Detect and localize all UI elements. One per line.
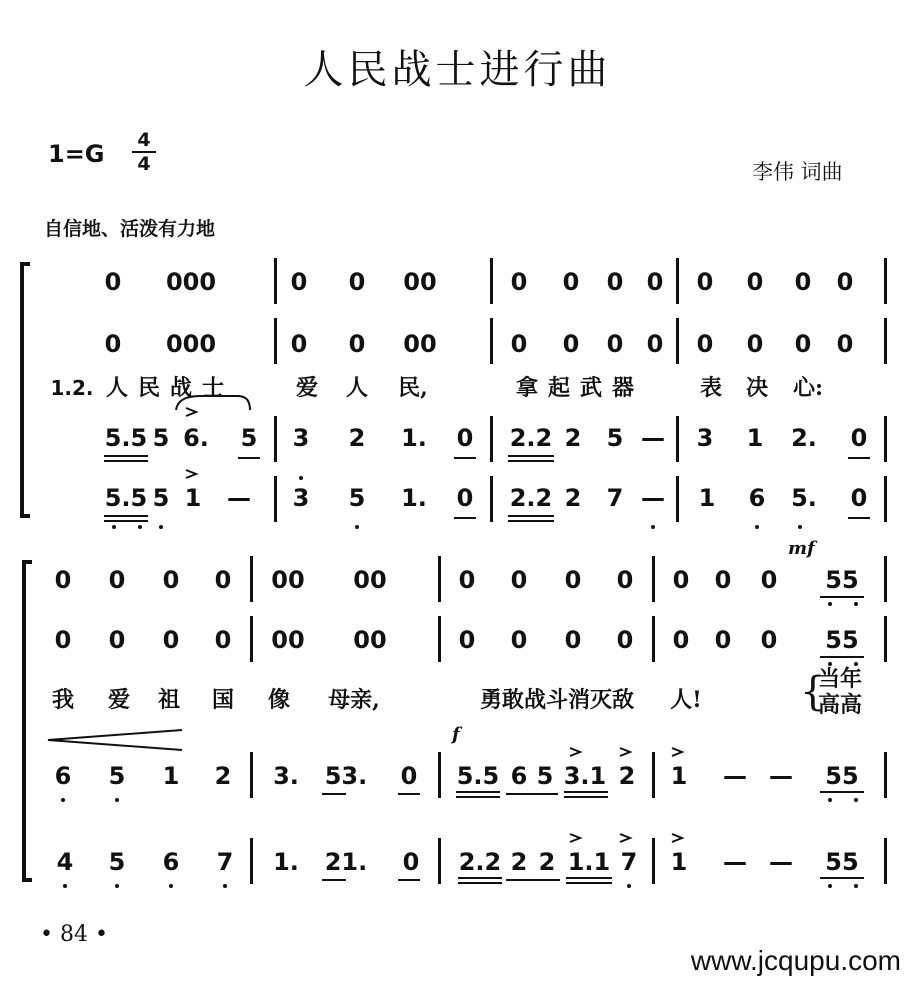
note: 21.	[324, 848, 368, 876]
note: 3	[696, 424, 714, 452]
note: 0	[510, 268, 528, 296]
dynamic-mf: mf	[788, 538, 815, 559]
note: 2	[214, 762, 232, 790]
note: 0	[850, 424, 868, 452]
note: 0	[456, 484, 474, 512]
note: 5	[606, 424, 624, 452]
note: 5	[536, 762, 554, 790]
alt-lyrics-brace: {	[800, 669, 826, 715]
note: 0	[104, 330, 122, 358]
dynamic-f: f	[452, 724, 460, 745]
note: 0	[564, 626, 582, 654]
lyric-syllable: 拿	[515, 375, 538, 401]
lyric-syllable: 器	[611, 375, 634, 401]
note: 0	[714, 566, 732, 594]
note: 2	[510, 848, 528, 876]
note: 1.	[273, 848, 299, 876]
note: 0	[794, 330, 812, 358]
lyric-syllable: 起	[547, 375, 570, 401]
note: 1.1	[567, 848, 611, 876]
note: 0	[760, 566, 778, 594]
note: 7	[606, 484, 624, 512]
note: 0	[562, 330, 580, 358]
note: 0	[746, 268, 764, 296]
key-signature: 1=G	[48, 140, 105, 168]
note: 0	[746, 330, 764, 358]
verse-number: 1.2.	[50, 376, 94, 400]
note: 0	[458, 626, 476, 654]
alt-lyric-line: 高高	[818, 692, 863, 718]
note: —	[769, 848, 793, 876]
note: 0	[850, 484, 868, 512]
lyric-syllable: 人	[105, 375, 128, 401]
note: 2	[564, 424, 582, 452]
note: 55	[825, 762, 859, 790]
note: 6	[162, 848, 180, 876]
note: 5	[108, 762, 126, 790]
note: 00	[271, 566, 305, 594]
note: 0	[456, 424, 474, 452]
note: 0	[510, 330, 528, 358]
note: 1.	[401, 484, 427, 512]
note: 0	[760, 626, 778, 654]
note: —	[227, 484, 251, 512]
song-title: 人民战士进行曲	[303, 47, 612, 93]
note: 0	[510, 566, 528, 594]
note: 0	[104, 268, 122, 296]
note: 1	[670, 762, 688, 790]
note: 0	[646, 268, 664, 296]
note: 3	[292, 484, 310, 512]
note: 0	[606, 268, 624, 296]
note: 7	[216, 848, 234, 876]
note: 0	[616, 626, 634, 654]
note: 0	[348, 330, 366, 358]
lyric-syllable: 我	[51, 687, 74, 713]
note: 0	[162, 566, 180, 594]
note: 00	[353, 566, 387, 594]
note: 0	[290, 330, 308, 358]
note: 6.	[183, 424, 209, 452]
lyric-syllable: 勇敢战斗消灭敌	[479, 687, 634, 713]
note: 0	[510, 626, 528, 654]
note: 0	[564, 566, 582, 594]
note: 53.	[324, 762, 368, 790]
lyric-syllable: 民,	[398, 375, 428, 401]
lyric-syllable: 战	[169, 375, 192, 401]
note: 0	[214, 566, 232, 594]
note: 1	[670, 848, 688, 876]
note: 0	[696, 268, 714, 296]
lyric-syllable: 母亲,	[328, 687, 380, 713]
note: —	[723, 848, 747, 876]
note: 0	[794, 268, 812, 296]
note: 2.2	[509, 484, 553, 512]
tempo-marking: 自信地、活泼有力地	[44, 218, 216, 240]
note: 1	[162, 762, 180, 790]
note: 0	[348, 268, 366, 296]
note: 1.	[401, 424, 427, 452]
page-number: • 84 •	[40, 922, 108, 947]
note: 6	[748, 484, 766, 512]
note: 0	[458, 566, 476, 594]
lyric-syllable: 决	[745, 375, 768, 401]
lyric-syllable: 表	[699, 375, 722, 401]
note: 0	[672, 566, 690, 594]
note: 0	[402, 848, 420, 876]
note: 5	[348, 484, 366, 512]
lyric-syllable: 爱	[295, 375, 318, 401]
note: 5.5	[456, 762, 500, 790]
note: 2	[618, 762, 636, 790]
note: 0	[400, 762, 418, 790]
note: 6	[54, 762, 72, 790]
note: —	[641, 484, 665, 512]
note: 2.2	[458, 848, 502, 876]
watermark: www.jcqupu.com	[690, 945, 901, 976]
note: 3.1	[563, 762, 607, 790]
note: 0	[54, 566, 72, 594]
note: 000	[165, 330, 217, 358]
note: —	[769, 762, 793, 790]
note: 55	[825, 848, 859, 876]
note: 0	[836, 330, 854, 358]
note: 4	[56, 848, 74, 876]
lyric-syllable: 武	[579, 375, 602, 401]
note: 7	[620, 848, 638, 876]
lyric-syllable: 国	[211, 687, 234, 713]
note: 0	[606, 330, 624, 358]
note: —	[641, 424, 665, 452]
lyric-syllable: 爱	[107, 687, 130, 713]
note: 0	[616, 566, 634, 594]
note: 55	[825, 626, 859, 654]
note: 5.	[791, 484, 817, 512]
note: 5.5	[104, 484, 148, 512]
note: 5	[240, 424, 258, 452]
note: 00	[403, 268, 437, 296]
note: 5.5	[104, 424, 148, 452]
note: 5	[108, 848, 126, 876]
note: 0	[290, 268, 308, 296]
note: 6	[510, 762, 528, 790]
note: 00	[353, 626, 387, 654]
note: 3	[292, 424, 310, 452]
composer-credit: 李伟 词曲	[752, 160, 843, 184]
lyric-syllable: 祖	[157, 687, 180, 713]
note: 5	[152, 424, 170, 452]
note: 2.	[791, 424, 817, 452]
note: 2	[538, 848, 556, 876]
lyric-syllable: 士	[201, 375, 224, 401]
time-signature-top: 4	[137, 129, 151, 151]
note: 00	[271, 626, 305, 654]
note: 3.	[273, 762, 299, 790]
note: 0	[214, 626, 232, 654]
lyric-syllable: 像	[267, 687, 290, 713]
time-signature-bottom: 4	[137, 153, 151, 175]
note: —	[723, 762, 747, 790]
note: 1	[184, 484, 202, 512]
note: 0	[836, 268, 854, 296]
note: 0	[714, 626, 732, 654]
note: 55	[825, 566, 859, 594]
lyric-syllable: 人!	[670, 687, 702, 713]
note: 000	[165, 268, 217, 296]
note: 00	[403, 330, 437, 358]
note: 0	[108, 566, 126, 594]
note: 0	[54, 626, 72, 654]
lyric-syllable: 心:	[792, 375, 824, 401]
note: 1	[698, 484, 716, 512]
note: 0	[672, 626, 690, 654]
note: 0	[696, 330, 714, 358]
note: 2	[348, 424, 366, 452]
note: 0	[108, 626, 126, 654]
note: 0	[562, 268, 580, 296]
note: 2	[564, 484, 582, 512]
lyric-syllable: 民	[137, 375, 160, 401]
note: 1	[746, 424, 764, 452]
note: 2.2	[509, 424, 553, 452]
note: 0	[646, 330, 664, 358]
lyric-syllable: 人	[345, 375, 368, 401]
note: 5	[152, 484, 170, 512]
note: 0	[162, 626, 180, 654]
alt-lyric-line: 当年	[818, 666, 863, 692]
